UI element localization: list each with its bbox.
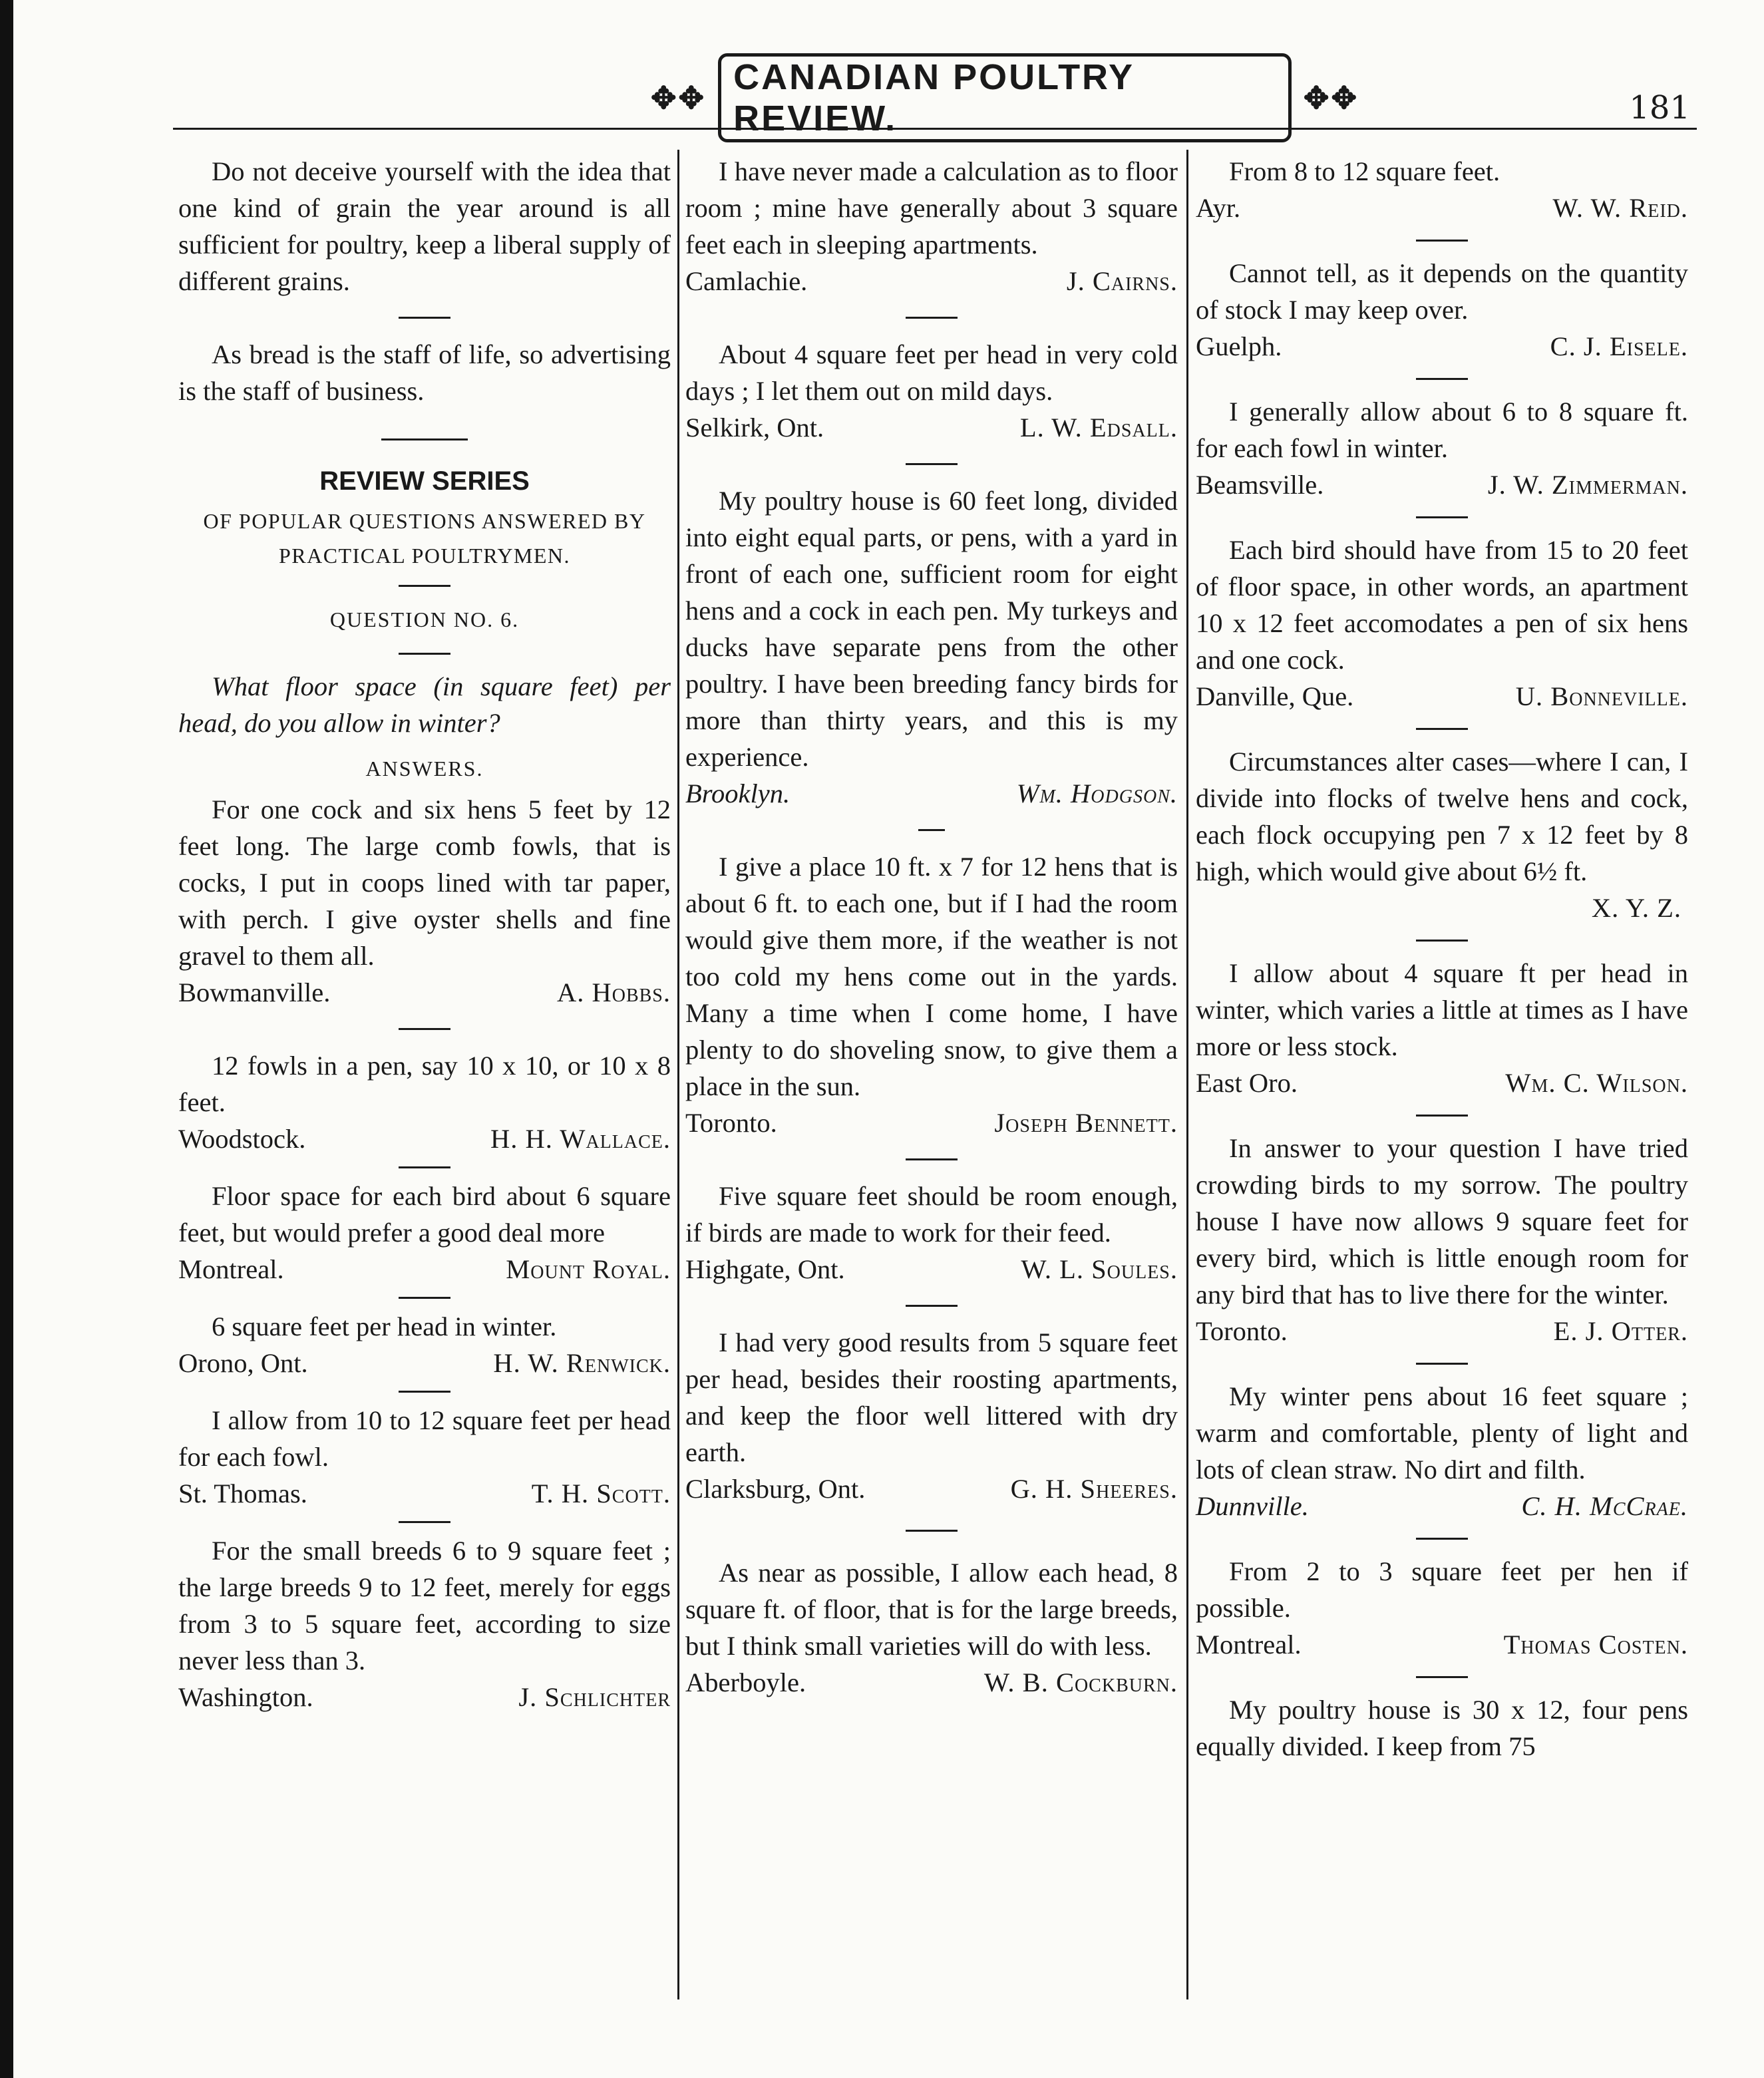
answer-item <box>178 791 671 1011</box>
answers-label: ANSWERS. <box>365 757 484 780</box>
answer-item <box>178 1178 671 1288</box>
answer-author: Wm. C. Wilson. <box>1505 1068 1688 1098</box>
answer-place: East Oro. <box>1196 1068 1298 1098</box>
separator <box>1416 940 1468 942</box>
answer-signature <box>1196 466 1688 503</box>
answer-author: W. W. Reid. <box>1552 193 1688 223</box>
question-number: QUESTION NO. 6. <box>329 607 520 631</box>
answer-author: U. Bonneville. <box>1515 681 1688 711</box>
separator <box>1416 1363 1468 1365</box>
scan-edge <box>0 0 13 2078</box>
answer-text: Circumstances alter cases—where I can, I divide into flocks of twelve hens and cock, each flock occupying pen 7 x 12 feet by 8 high, which would give about 6½ ft. <box>1196 747 1688 886</box>
separator <box>906 317 958 319</box>
answer-author: J. Cairns. <box>1066 266 1178 296</box>
answer-place: Washington. <box>178 1682 313 1712</box>
column-divider <box>677 150 679 1999</box>
answer-signature <box>178 1251 671 1288</box>
masthead <box>639 57 1371 138</box>
answer-item <box>685 848 1178 1141</box>
right-ornament-icon: ✥✥ <box>1303 81 1359 115</box>
answer-place: Aberboyle. <box>685 1667 806 1697</box>
answer-place: Guelph. <box>1196 331 1282 361</box>
answer-place: Brooklyn. <box>685 779 791 808</box>
separator <box>399 317 450 319</box>
answer-signature <box>685 263 1178 299</box>
separator <box>1416 728 1468 730</box>
separator <box>918 829 945 831</box>
answer-author: E. J. Otter. <box>1553 1316 1688 1346</box>
answer-signature <box>685 1664 1178 1701</box>
answer-text: 12 fowls in a pen, say 10 x 10, or 10 x 8 feet. <box>178 1051 671 1117</box>
separator <box>906 1530 958 1532</box>
answer-signature <box>685 1471 1178 1507</box>
answer-author: C. J. Eisele. <box>1550 331 1688 361</box>
answer-item <box>178 1532 671 1715</box>
answer-author: H. H. Wallace. <box>490 1124 671 1154</box>
separator <box>399 1297 450 1299</box>
answer-text: I allow about 4 square ft per head in winter, which varies a little at times as I have more or less stock. <box>1196 958 1688 1061</box>
answer-item <box>685 153 1178 299</box>
answer-signature <box>1196 678 1688 715</box>
answer-text: Five square feet should be room enough, if birds are made to work for their feed. <box>685 1181 1178 1248</box>
answer-place: Beamsville. <box>1196 470 1324 500</box>
answer-signature <box>1196 1488 1688 1524</box>
answer-signature <box>1196 190 1688 226</box>
page-header <box>133 57 1690 138</box>
answer-author: X. Y. Z. <box>1591 893 1681 923</box>
answer-author: J. W. Zimmerman. <box>1487 470 1688 500</box>
answer-item <box>1196 1553 1688 1663</box>
answer-text: Each bird should have from 15 to 20 feet of floor space, in other words, an apartment 10 x 12 feet accomodates a pen of six hens and one cock. <box>1196 535 1688 675</box>
answer-signature <box>685 1105 1178 1141</box>
answer-item <box>685 1324 1178 1507</box>
masthead-title: CANADIAN POULTRY REVIEW. <box>718 53 1292 142</box>
answer-text: My poultry house is 30 x 12, four pens equally divided. I keep from 75 <box>1196 1695 1688 1761</box>
answer-item <box>1196 532 1688 715</box>
answer-item <box>685 1178 1178 1288</box>
answer-signature <box>685 1251 1178 1288</box>
answer-text: I allow from 10 to 12 square feet per head for each fowl. <box>178 1405 671 1472</box>
answer-item <box>1196 1378 1688 1524</box>
answer-signature <box>178 974 671 1011</box>
question-text: What floor space (in square feet) per head, do you allow in winter? <box>178 671 671 738</box>
answer-place: Dunnville. <box>1196 1491 1309 1521</box>
answer-text: As near as possible, I allow each head, 8 square ft. of floor, that is for the large breeds, but I think small varieties will do with less. <box>685 1558 1178 1661</box>
answer-item <box>178 1402 671 1512</box>
answer-author: A. Hobbs. <box>556 977 671 1007</box>
answer-author: Joseph Bennett. <box>994 1108 1178 1138</box>
column-middle <box>685 153 1178 1701</box>
answer-text: I generally allow about 6 to 8 square ft. for each fowl in winter. <box>1196 397 1688 463</box>
header-rule <box>173 128 1697 130</box>
answer-signature <box>1196 1065 1688 1101</box>
grain-paragraph: Do not deceive yourself with the idea that one kind of grain the year around is all sufficient for poultry, keep a liberal supply of different grains. <box>178 156 671 296</box>
answer-item <box>1196 1130 1688 1349</box>
answer-text: For the small breeds 6 to 9 square feet ; the large breeds 9 to 12 feet, merely for eggs from 3 to 5 square feet, according to size never less than 3. <box>178 1536 671 1675</box>
answer-place: Montreal. <box>178 1254 284 1284</box>
answer-text: From 8 to 12 square feet. <box>1229 156 1500 186</box>
answer-signature <box>685 409 1178 446</box>
series-subtitle: OF POPULAR QUESTIONS ANSWERED BY PRACTICAL POULTRYMEN. <box>203 509 646 568</box>
answer-text: Cannot tell, as it depends on the quantity of stock I may keep over. <box>1196 258 1688 325</box>
answer-item <box>685 482 1178 812</box>
answer-signature <box>1196 1313 1688 1349</box>
answer-author: G. H. Sheeres. <box>1010 1474 1178 1504</box>
answer-place: Danville, Que. <box>1196 681 1354 711</box>
column-right <box>1196 153 1688 1765</box>
answer-signature <box>178 1679 671 1715</box>
separator <box>1416 1538 1468 1540</box>
separator <box>1416 1676 1468 1678</box>
answer-text: My winter pens about 16 feet square ; warm and comfortable, plenty of light and lots of clean straw. No dirt and filth. <box>1196 1381 1688 1484</box>
separator <box>399 1028 450 1030</box>
answer-author: W. L. Soules. <box>1021 1254 1178 1284</box>
page-number: 181 <box>1629 89 1690 126</box>
answer-place: St. Thomas. <box>178 1478 307 1508</box>
answer-item <box>178 1047 671 1157</box>
answer-author: T. H. Scott. <box>531 1478 671 1508</box>
answer-item <box>1196 393 1688 503</box>
answer-place: Camlachie. <box>685 266 808 296</box>
separator <box>1416 378 1468 380</box>
answer-signature <box>685 775 1178 812</box>
answer-text: In answer to your question I have tried crowding birds to my sorrow. The poultry house I have now allows 9 square feet for every bird, which is little enough room for any bird that has to live there for the winter. <box>1196 1133 1688 1309</box>
separator <box>399 1166 450 1168</box>
answer-text: I had very good results from 5 square feet per head, besides their roosting apartments, and keep the floor well littered with dry earth. <box>685 1327 1178 1467</box>
answer-text: About 4 square feet per head in very cold days ; I let them out on mild days. <box>685 339 1178 406</box>
separator <box>399 585 450 587</box>
answer-place: Toronto. <box>685 1108 777 1138</box>
separator <box>906 1158 958 1160</box>
separator <box>399 1521 450 1523</box>
answer-signature <box>178 1121 671 1157</box>
answer-place: Ayr. <box>1196 193 1241 223</box>
separator <box>1416 516 1468 518</box>
answer-place: Montreal. <box>1196 1630 1302 1659</box>
column-left <box>178 153 671 1715</box>
answer-signature <box>178 1475 671 1512</box>
answer-place: Selkirk, Ont. <box>685 413 824 442</box>
answer-text: 6 square feet per head in winter. <box>212 1311 557 1341</box>
separator <box>1416 240 1468 242</box>
answer-item <box>1196 955 1688 1101</box>
answer-item <box>685 1554 1178 1701</box>
answer-item <box>178 1308 671 1381</box>
answer-text: For one cock and six hens 5 feet by 12 feet long. The large comb fowls, that is cocks, I put in coops lined with tar paper, with perch. I give oyster shells and fine gravel to them all. <box>178 794 671 971</box>
answer-place: Highgate, Ont. <box>685 1254 845 1284</box>
answer-signature <box>178 1345 671 1381</box>
column-divider <box>1186 150 1188 1999</box>
answer-signature <box>1196 1626 1688 1663</box>
left-ornament-icon: ✥✥ <box>651 81 707 115</box>
answer-item <box>1196 255 1688 365</box>
answer-place: Clarksburg, Ont. <box>685 1474 866 1504</box>
answer-author: Wm. Hodgson. <box>1016 779 1178 808</box>
answer-item <box>685 336 1178 446</box>
series-title: REVIEW SERIES <box>319 466 530 496</box>
separator <box>906 463 958 465</box>
answer-author: J. Schlichter <box>518 1682 671 1712</box>
answer-author: Thomas Costen. <box>1503 1630 1688 1659</box>
answer-author: H. W. Renwick. <box>493 1348 671 1378</box>
answer-author: Mount Royal. <box>506 1254 671 1284</box>
separator <box>1416 1115 1468 1117</box>
answer-author: C. H. McCrae. <box>1521 1491 1688 1521</box>
answer-item <box>1196 153 1688 226</box>
answer-text: From 2 to 3 square feet per hen if possible. <box>1196 1556 1688 1623</box>
answer-signature <box>1196 328 1688 365</box>
answer-place: Orono, Ont. <box>178 1348 308 1378</box>
bread-paragraph: As bread is the staff of life, so advertising is the staff of business. <box>178 339 671 406</box>
answer-text: Floor space for each bird about 6 square feet, but would prefer a good deal more <box>178 1181 671 1248</box>
separator <box>381 438 468 440</box>
answer-item <box>1196 1691 1688 1765</box>
answer-place: Bowmanville. <box>178 977 331 1007</box>
answer-text: I give a place 10 ft. x 7 for 12 hens that is about 6 ft. to each one, but if I had the room would give them more, if the weather is not too cold my hens come out in the yards. Many a time when I come home, I have plenty to do shoveling snow, to give them a place in the sun. <box>685 852 1178 1101</box>
answer-item <box>1196 743 1688 926</box>
answer-place: Woodstock. <box>178 1124 306 1154</box>
answer-text: I have never made a calculation as to floor room ; mine have generally about 3 square feet each in sleeping apartments. <box>685 156 1178 260</box>
answer-author: L. W. Edsall. <box>1019 413 1178 442</box>
answer-text: My poultry house is 60 feet long, divided into eight equal parts, or pens, with a yard in front of each one, sufficient room for eight hens and a cock in each pen. My turkeys and ducks have separate pens from the other poultry. I have been breeding fancy birds for more than thirty years, and this is my experience. <box>685 486 1178 772</box>
separator <box>906 1305 958 1307</box>
answer-author: W. B. Cockburn. <box>983 1667 1178 1697</box>
separator <box>399 1391 450 1393</box>
separator <box>399 653 450 655</box>
answer-place: Toronto. <box>1196 1316 1288 1346</box>
